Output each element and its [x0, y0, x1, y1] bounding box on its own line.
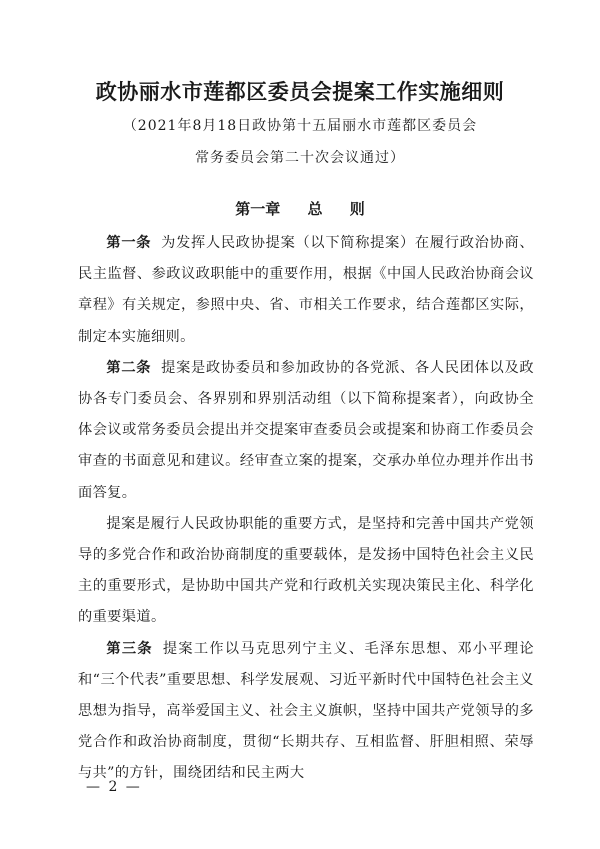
- document-body: [78, 228, 534, 790]
- article-label: 第一条: [106, 235, 152, 251]
- article-1: [78, 228, 534, 353]
- article-text: 为发挥人民政协提案（以下简称提案）在履行政治协商、民主监督、参政议政职能中的重要作用，根据《中国人民政治协商会议章程》有关规定，参照中央、省、市相关工作要求，结合莲都区实际，制定本实施细则。: [78, 235, 534, 345]
- page-number: — 2 —: [86, 779, 142, 795]
- article-label: 第二条: [106, 359, 152, 376]
- article-text: 提案工作以马克思列宁主义、毛泽东思想、邓小平理论和“三个代表”重要思想、科学发展观、习近平新时代中国特色社会主义思想为指导，高举爱国主义、社会主义旗帜，坚持中国共产党领导的多党合作和政治协商制度，贯彻“长期共存、互相监督、肝胆相照、荣辱与共”的方针，围绕团结和民主两大: [78, 640, 535, 782]
- article-3: [78, 634, 534, 790]
- adoption-note-line-1: （2021年8月18日政协第十五届丽水市莲都区委员会: [122, 118, 478, 134]
- article-2-continued: [78, 509, 534, 634]
- article-text: 提案是政协委员和参加政协的各党派、各人民团体以及政协各专门委员会、各界别和界别活动组（以下简称提案者），向政协全体会议或常务委员会提出并交提案审查委员会或提案和协商工作委员会审查的书面意见和建议。经审查立案的提案，交承办单位办理并作出书面答复。: [78, 359, 534, 501]
- article-text: 提案是履行人民政协职能的重要方式，是坚持和完善中国共产党领导的多党合作和政治协商制度的重要载体，是发扬中国特色社会主义民主的重要形式，是协助中国共产党和行政机关实现决策民主化、科学化的重要渠道。: [78, 515, 534, 626]
- article-2: [78, 353, 534, 509]
- article-label: 第三条: [106, 640, 153, 657]
- adoption-note-line-2: 常务委员会第二十次会议通过）: [195, 150, 405, 166]
- document-title: 政协丽水市莲都区委员会提案工作实施细则: [95, 80, 505, 104]
- chapter-heading: 第一章 总 则: [235, 200, 365, 218]
